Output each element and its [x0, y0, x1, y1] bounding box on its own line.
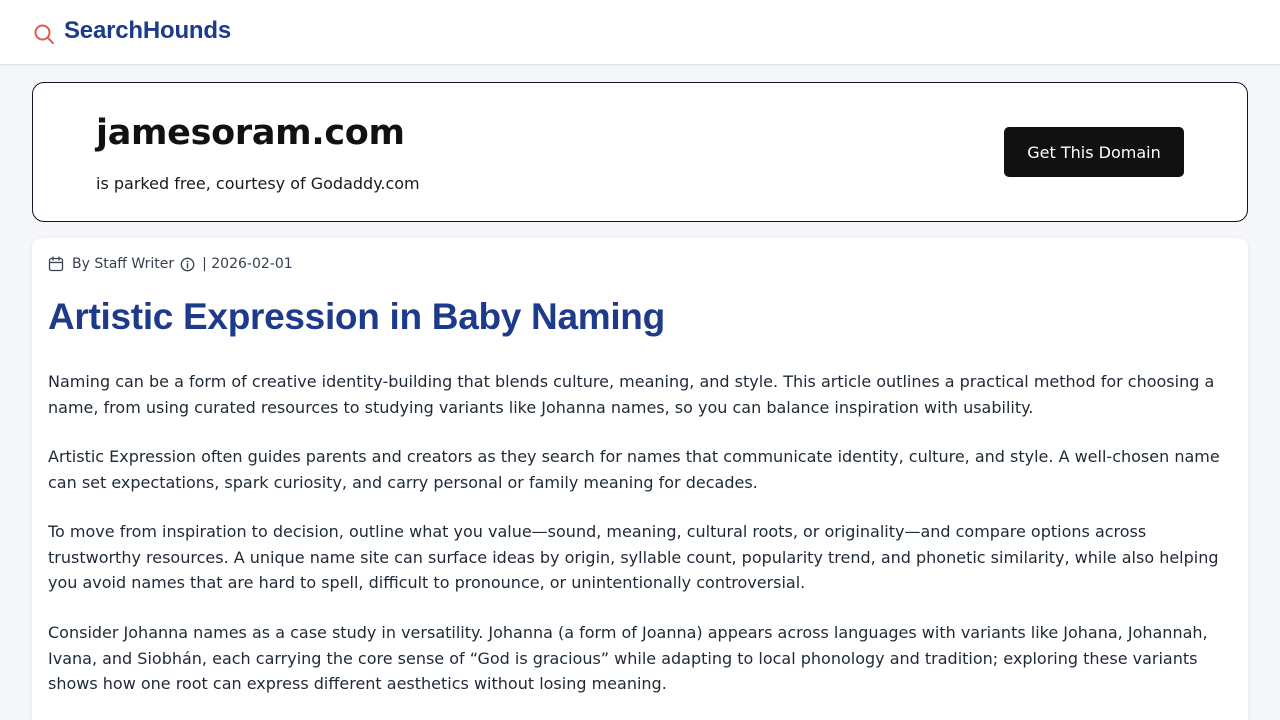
article-title: Artistic Expression in Baby Naming — [48, 296, 665, 337]
publish-date: | 2026-02-01 — [202, 256, 293, 272]
domain-name: jamesoram.com — [96, 113, 405, 153]
get-this-domain-button[interactable]: Get This Domain — [1004, 127, 1184, 177]
article-paragraph: Artistic Expression often guides parents and creators as they search for names that communicate identity, culture, and style. A well-chosen name can set expectations, spark curiosity, and carry personal or family meaning for decades. — [48, 447, 1220, 492]
domain-parked-card — [32, 82, 1248, 222]
calendar-icon — [48, 256, 64, 272]
search-icon[interactable] — [33, 23, 55, 45]
article-paragraph: To move from inspiration to decision, outline what you value—sound, meaning, cultural roots, or originality—and compare options across trustworthy resources. A unique name site can surface ideas by origin, syllable count, popularity trend, and phonetic similarity, while also helping you avoid names that are hard to spell, difficult to pronounce, or unintentionally controversial. — [48, 522, 1219, 592]
parked-subtitle: is parked free, courtesy of Godaddy.com — [96, 174, 420, 193]
author-label: By Staff Writer — [72, 256, 175, 272]
info-icon — [180, 257, 195, 272]
brand-logo-text[interactable]: SearchHounds — [64, 17, 231, 44]
top-navbar — [0, 0, 1280, 65]
article-card — [32, 238, 1248, 720]
article-meta — [48, 255, 293, 273]
article-paragraph: Consider Johanna names as a case study in versatility. Johanna (a form of Joanna) appears across languages with variants like Johana, Johannah, Ivana, and Siobhán, each carrying the core sense of “God is gracious” while adapting to local phonology and tradition; exploring these variants shows how one root can express different aesthetics without losing meaning. — [48, 623, 1208, 693]
article-paragraph: Naming can be a form of creative identity-building that blends culture, meaning, and style. This article outlines a practical method for choosing a name, from using curated resources to studying variants like Johanna names, so you can balance inspiration with usability. — [48, 372, 1215, 417]
